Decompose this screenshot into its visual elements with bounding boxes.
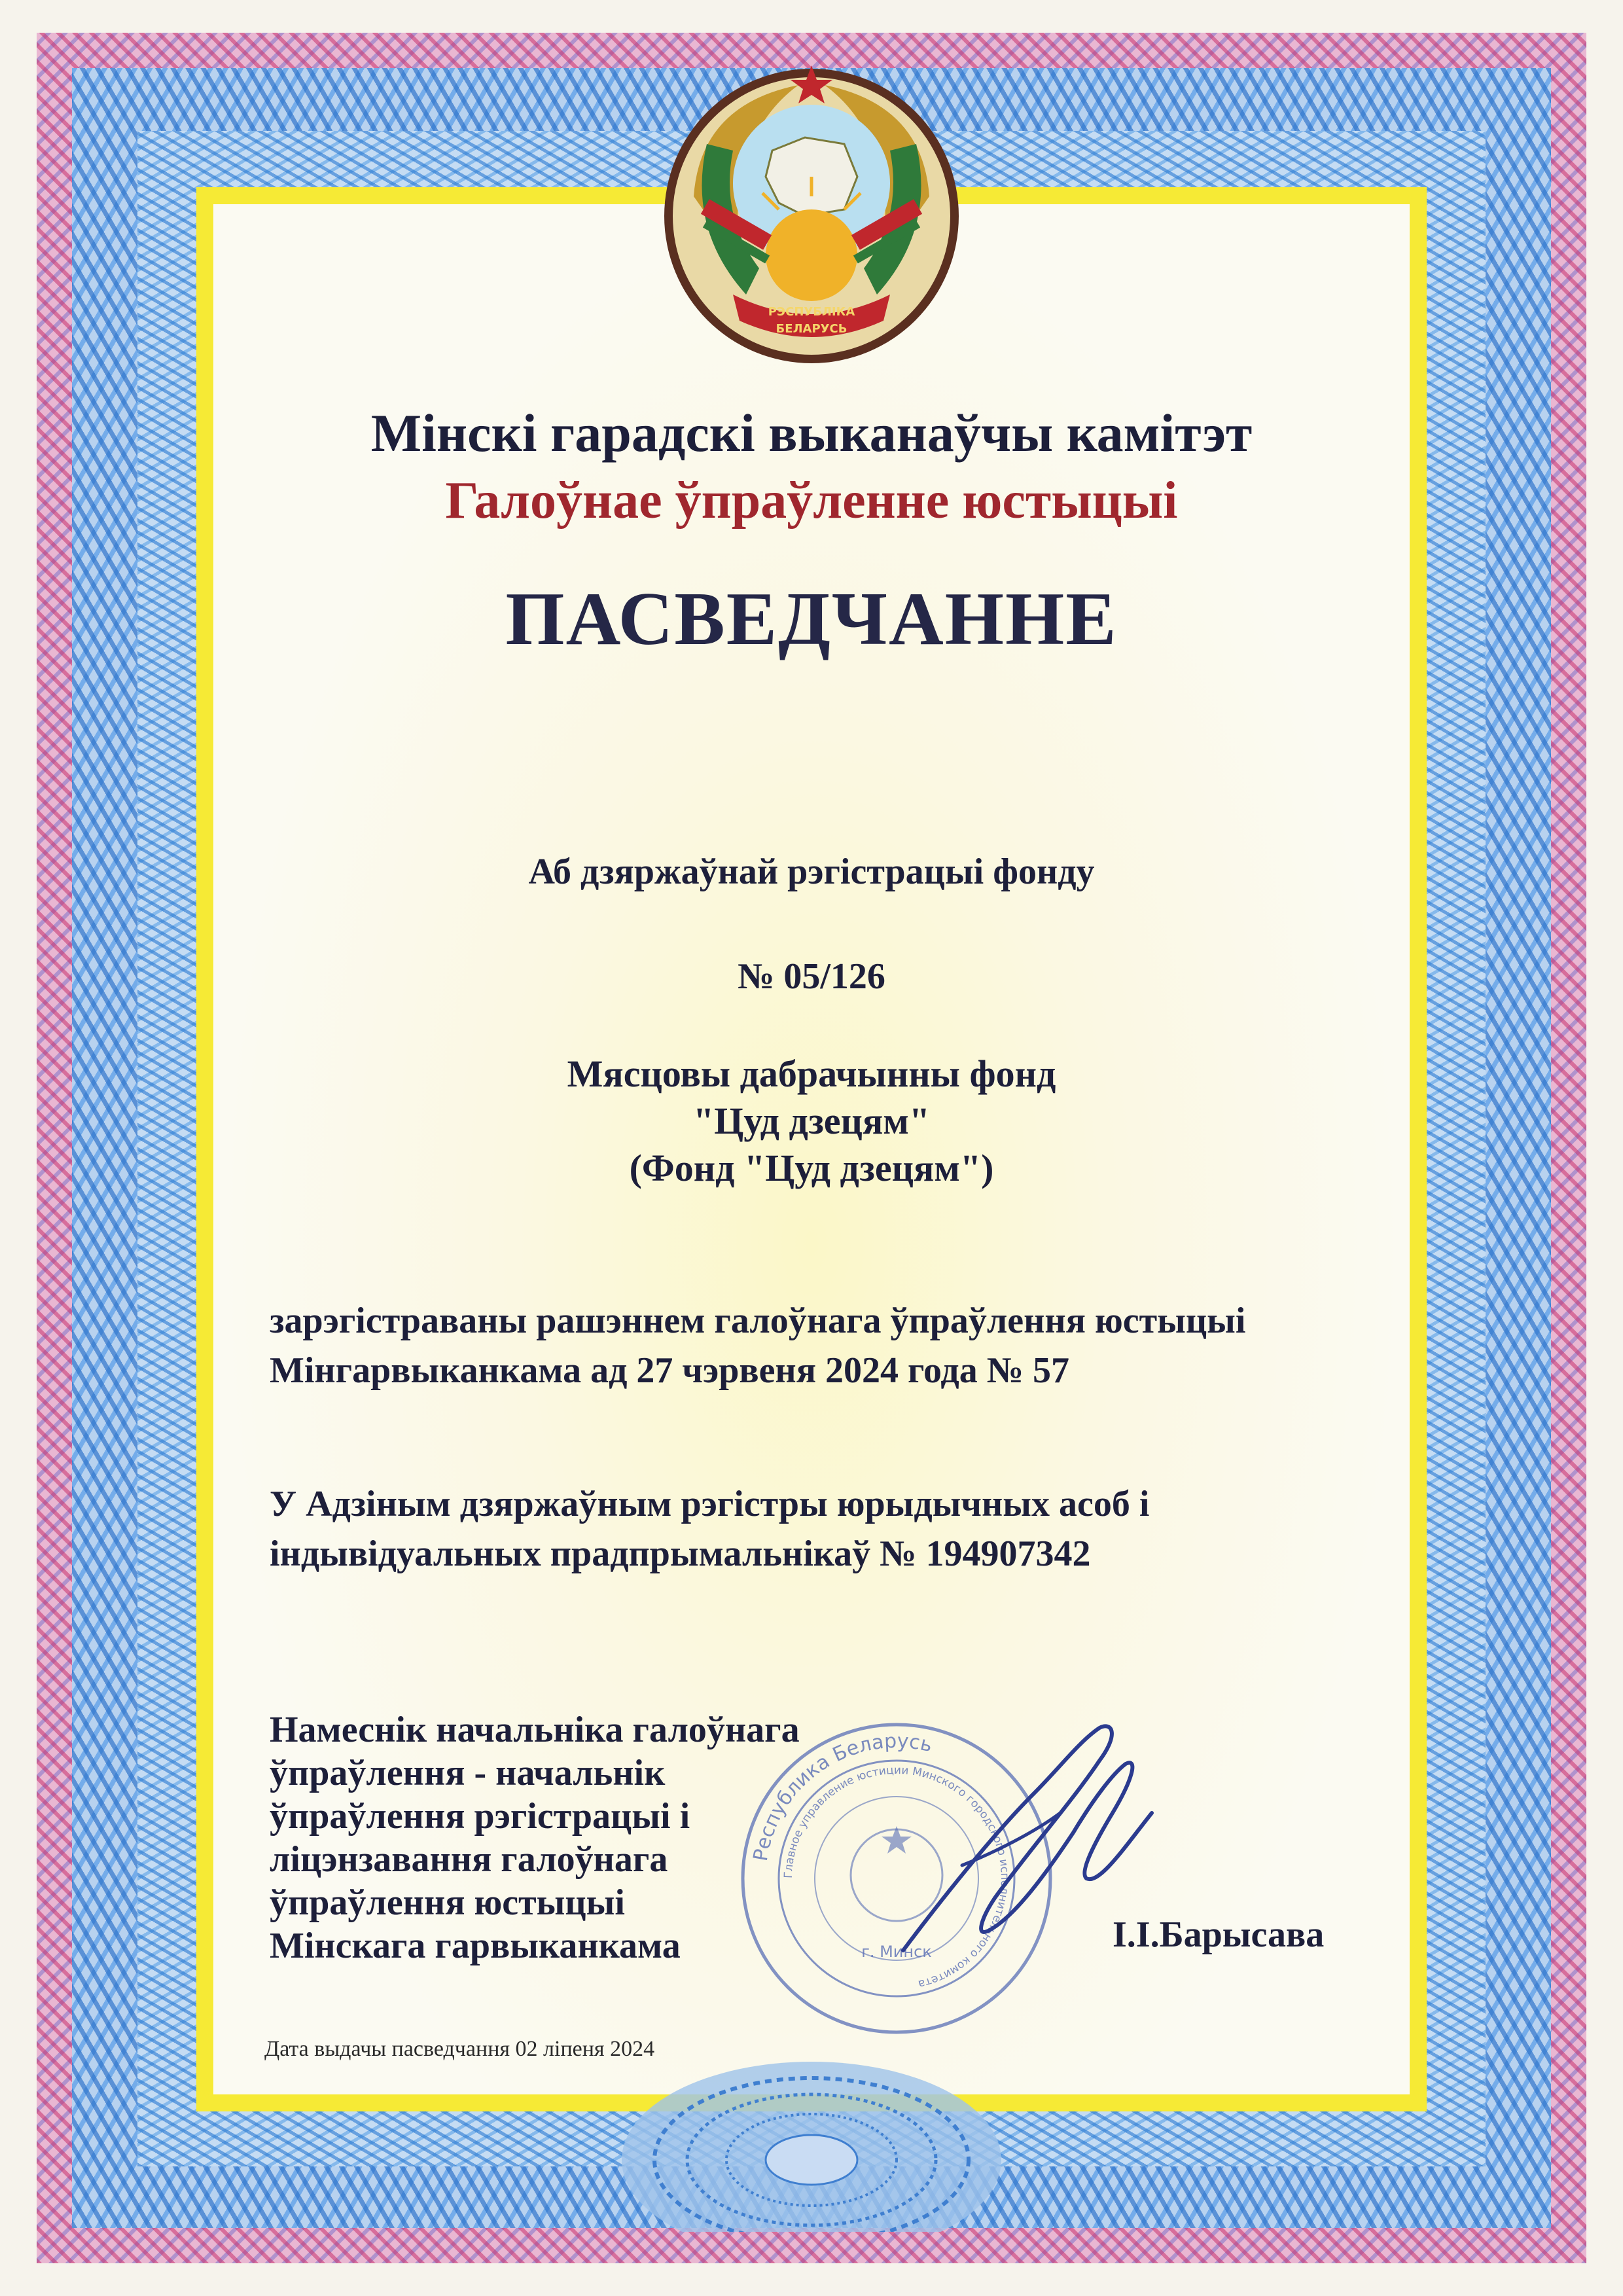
signatory-name: І.І.Барысава [1113, 1914, 1325, 1955]
guilloche-rosette-icon [615, 2016, 1008, 2232]
certificate-subject: Аб дзяржаўнай рэгістрацыі фонду [528, 852, 1095, 892]
certificate-number: № 05/126 [738, 956, 885, 997]
position-line: ўпраўлення - начальнік [270, 1753, 666, 1793]
stamp-city: г. Минск [861, 1943, 932, 1961]
organization-name [213, 1050, 1410, 1192]
stamp-inner-text: Главное управление юстиции Минского городского исполнительного комитета [781, 1763, 1012, 1991]
issuing-department: Галоўнае ўпраўленне юстыцыі [445, 472, 1178, 529]
position-line: ліцэнзавання галоўнага [270, 1839, 668, 1880]
org-name-line: Мясцовы дабрачынны фонд [567, 1052, 1056, 1095]
position-line: ўпраўлення рэгістрацыі і [270, 1796, 690, 1837]
org-name-line: "Цуд дзецям" [692, 1100, 931, 1142]
position-line: ўпраўлення юстыцыі [270, 1882, 625, 1923]
register-line: індывідуальных прадпрымальнікаў № 194907342 [270, 1534, 1091, 1574]
stamp-outer-text: Республика Беларусь [749, 1729, 935, 1863]
register-entry [270, 1479, 1395, 1579]
state-emblem-icon [648, 46, 975, 373]
emblem-ribbon-top: РЭСПУБЛІКА [768, 305, 855, 319]
issuing-authority: Мінскі гарадскі выканаўчы камітэт [370, 403, 1253, 463]
decision-line: зарэгістраваны рашэннем галоўнага ўпраўлення юстыцыі [270, 1300, 1246, 1341]
position-line: Намеснік начальніка галоўнага [270, 1710, 800, 1750]
issue-date: Дата выдачы пасведчання 02 ліпеня 2024 [264, 2037, 655, 2061]
register-line: У Адзіным дзяржаўным рэгістры юрыдычных асоб і [270, 1484, 1150, 1524]
position-line: Мінскага гарвыканкама [270, 1926, 681, 1966]
org-name-line: (Фонд "Цуд дзецям") [629, 1147, 994, 1189]
registration-decision [270, 1296, 1395, 1395]
document-title: ПАСВЕДЧАННЕ [505, 577, 1118, 661]
emblem-ribbon-bottom: БЕЛАРУСЬ [776, 322, 847, 336]
decision-line: Мінгарвыканкама ад 27 чэрвеня 2024 года № 57 [270, 1350, 1070, 1391]
